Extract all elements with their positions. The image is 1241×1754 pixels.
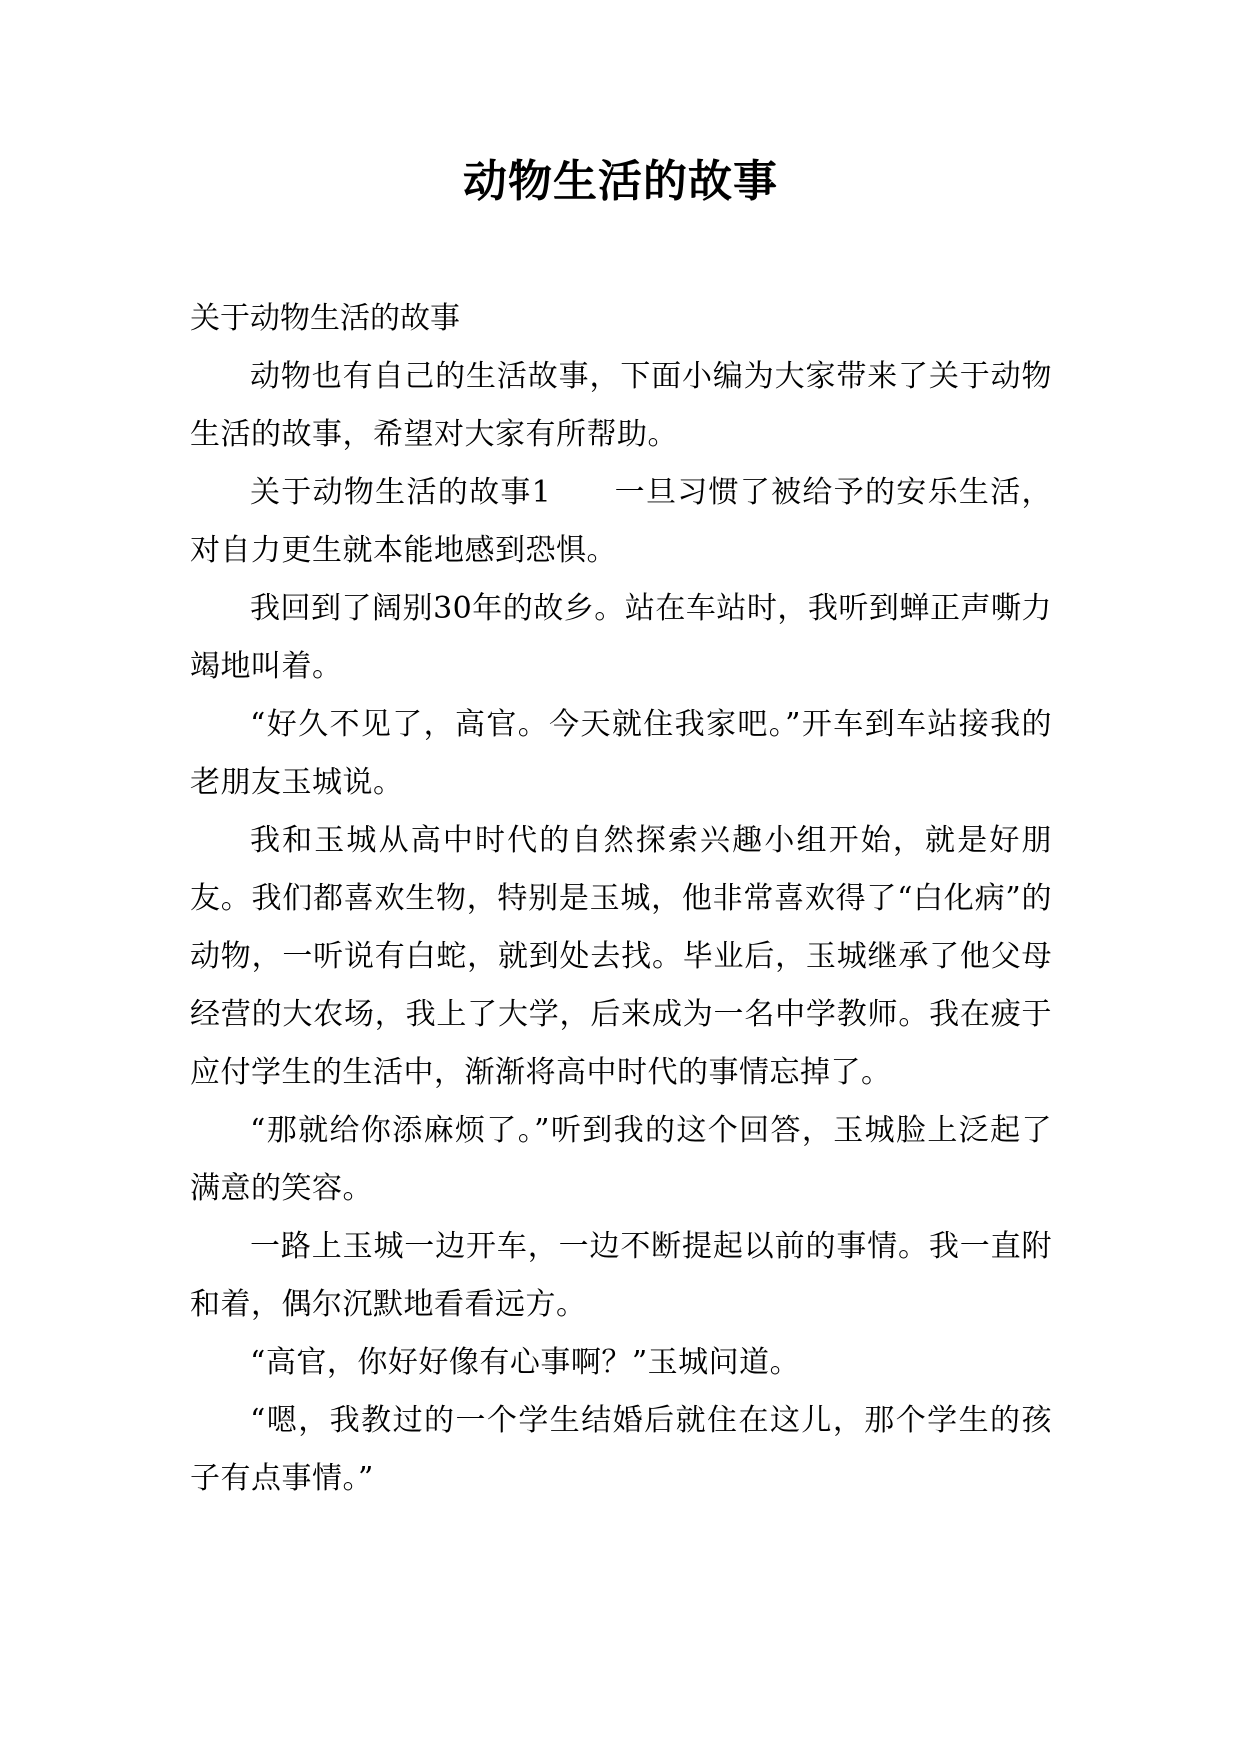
document-body	[190, 290, 1052, 1508]
paragraph: 动物也有自己的生活故事，下面小编为大家带来了关于动物生活的故事，希望对大家有所帮助。	[190, 359, 1052, 452]
paragraph: 我回到了阔别30年的故乡。站在车站时，我听到蝉正声嘶力竭地叫着。	[190, 591, 1052, 684]
paragraph: “好久不见了，高官。今天就住我家吧。”开车到车站接我的老朋友玉城说。	[190, 707, 1052, 800]
paragraph: 我和玉城从高中时代的自然探索兴趣小组开始，就是好朋友。我们都喜欢生物，特别是玉城，他非常喜欢得了“白化病”的动物，一听说有白蛇，就到处去找。毕业后，玉城继承了他父母经营的大农场，我上了大学，后来成为一名中学教师。我在疲于应付学生的生活中，渐渐将高中时代的事情忘掉了。	[190, 823, 1052, 1090]
section-heading: 关于动物生活的故事	[190, 301, 460, 336]
document-title: 动物生活的故事	[463, 156, 778, 207]
paragraph: 关于动物生活的故事1 一旦习惯了被给予的安乐生活，对自力更生就本能地感到恐惧。	[190, 475, 1052, 568]
paragraph: “那就给你添麻烦了。”听到我的这个回答，玉城脸上泛起了满意的笑容。	[190, 1113, 1052, 1206]
paragraph: 一路上玉城一边开车，一边不断提起以前的事情。我一直附和着，偶尔沉默地看看远方。	[190, 1229, 1052, 1322]
paragraph: “高官，你好好像有心事啊？”玉城问道。	[250, 1345, 801, 1380]
paragraph: “嗯，我教过的一个学生结婚后就住在这儿，那个学生的孩子有点事情。”	[190, 1403, 1052, 1496]
